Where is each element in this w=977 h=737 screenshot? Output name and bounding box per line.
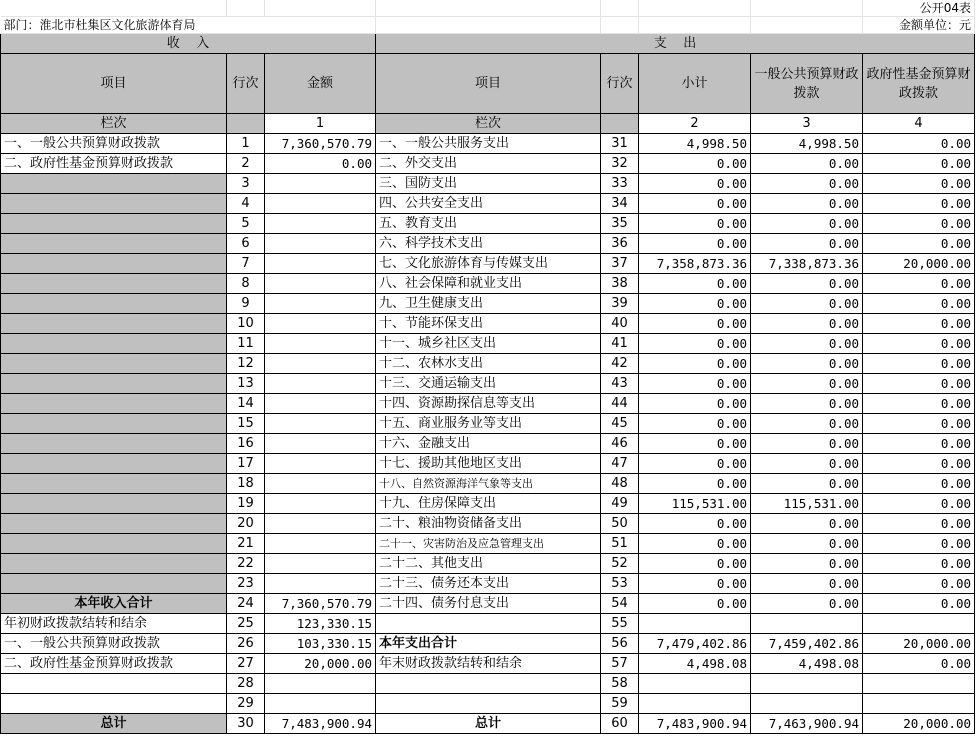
expense-item: 总计 [376,714,601,734]
expense-fund-budget: 0.00 [863,534,975,554]
expense-fund-budget [863,614,975,634]
expense-item: 六、科学技术支出 [376,234,601,254]
expense-fund-budget: 0.00 [863,554,975,574]
expense-fund-budget: 0.00 [863,194,975,214]
expense-item: 九、卫生健康支出 [376,294,601,314]
income-line-no: 23 [227,574,265,594]
income-item [1,374,227,394]
expense-item: 十二、农林水支出 [376,354,601,374]
expense-fund-budget: 0.00 [863,474,975,494]
expense-general-budget: 0.00 [751,574,863,594]
expense-line-no: 46 [601,434,639,454]
table-row [1,554,975,574]
income-amount [265,194,376,214]
title-row [1,0,975,17]
income-line-no: 22 [227,554,265,574]
col-item: 项目 [1,54,227,114]
expense-subtotal: 0.00 [639,574,751,594]
income-amount [265,494,376,514]
expense-general-budget: 115,531.00 [751,494,863,514]
income-item [1,494,227,514]
expense-general-budget: 4,498.08 [751,654,863,674]
expense-item: 十四、资源勘探信息等支出 [376,394,601,414]
expense-subtotal: 0.00 [639,314,751,334]
expense-general-budget: 0.00 [751,234,863,254]
expense-fund-budget: 0.00 [863,174,975,194]
expense-line-no: 56 [601,634,639,654]
expense-general-budget: 0.00 [751,594,863,614]
table-row [1,654,975,674]
expense-item: 八、社会保障和就业支出 [376,274,601,294]
expense-line-no: 54 [601,594,639,614]
expense-subtotal: 0.00 [639,514,751,534]
expense-fund-budget: 0.00 [863,654,975,674]
income-line-no: 14 [227,394,265,414]
expense-line-no: 48 [601,474,639,494]
column-index-row [1,114,975,134]
expense-general-budget: 0.00 [751,194,863,214]
col-amount: 金额 [265,54,376,114]
income-item [1,514,227,534]
income-item [1,354,227,374]
income-amount [265,234,376,254]
income-item [1,474,227,494]
table-row [1,494,975,514]
income-amount [265,314,376,334]
income-line-no: 4 [227,194,265,214]
expense-general-budget [751,694,863,714]
expense-line-no: 58 [601,674,639,694]
section-header-row [1,34,975,54]
table-row [1,374,975,394]
income-amount [265,534,376,554]
income-item [1,554,227,574]
income-item [1,314,227,334]
table-row [1,234,975,254]
dept-row [1,17,975,34]
expense-item: 二十一、灾害防治及应急管理支出 [376,534,601,554]
income-item [1,394,227,414]
expense-fund-budget: 0.00 [863,454,975,474]
table-row [1,274,975,294]
col-item2: 项目 [376,54,601,114]
income-item [1,534,227,554]
expense-subtotal: 115,531.00 [639,494,751,514]
expense-line-no: 43 [601,374,639,394]
income-amount [265,514,376,534]
expense-fund-budget: 0.00 [863,434,975,454]
expense-line-no: 32 [601,154,639,174]
col-line-no2: 行次 [601,54,639,114]
income-item [1,434,227,454]
col-fund-budget: 政府性基金预算财政拨款 [863,54,975,114]
table-row [1,574,975,594]
expense-item [376,694,601,714]
expense-line-no: 57 [601,654,639,674]
table-row [1,594,975,614]
income-line-no: 21 [227,534,265,554]
income-amount: 0.00 [265,154,376,174]
table-row [1,614,975,634]
income-item: 总计 [1,714,227,734]
table-row [1,174,975,194]
expense-subtotal [639,674,751,694]
expense-general-budget: 0.00 [751,514,863,534]
expense-line-no: 52 [601,554,639,574]
income-amount [265,294,376,314]
expense-general-budget: 0.00 [751,314,863,334]
expense-fund-budget: 0.00 [863,494,975,514]
income-amount [265,554,376,574]
expense-subtotal: 0.00 [639,194,751,214]
expense-fund-budget: 0.00 [863,314,975,334]
income-line-no: 6 [227,234,265,254]
expense-fund-budget [863,694,975,714]
income-line-no: 30 [227,714,265,734]
expense-subtotal: 0.00 [639,334,751,354]
expense-line-no: 36 [601,234,639,254]
expense-line-no: 44 [601,394,639,414]
income-line-no: 15 [227,414,265,434]
income-item [1,694,227,714]
expense-line-no: 49 [601,494,639,514]
expense-line-no: 38 [601,274,639,294]
expense-item: 十、节能环保支出 [376,314,601,334]
col-index-3: 3 [751,114,863,134]
income-line-no: 25 [227,614,265,634]
income-amount [265,474,376,494]
income-amount [265,334,376,354]
income-line-no: 7 [227,254,265,274]
income-item: 本年收入合计 [1,594,227,614]
expense-general-budget: 7,463,900.94 [751,714,863,734]
income-line-no: 19 [227,494,265,514]
department-label: 部门：淮北市杜集区文化旅游体育局 [1,17,376,34]
table-row [1,294,975,314]
expense-subtotal: 7,479,402.86 [639,634,751,654]
col-index-label: 栏次 [1,114,227,134]
table-row [1,454,975,474]
expense-line-no: 51 [601,534,639,554]
income-item [1,234,227,254]
table-row [1,394,975,414]
expense-general-budget: 0.00 [751,554,863,574]
expense-general-budget: 7,459,402.86 [751,634,863,654]
expense-subtotal: 0.00 [639,294,751,314]
expense-fund-budget: 0.00 [863,154,975,174]
expense-line-no: 39 [601,294,639,314]
income-item: 一、一般公共预算财政拨款 [1,634,227,654]
expense-general-budget: 0.00 [751,374,863,394]
income-line-no: 12 [227,354,265,374]
table-row [1,514,975,534]
income-line-no: 26 [227,634,265,654]
expense-general-budget: 0.00 [751,474,863,494]
table-row [1,214,975,234]
expense-subtotal: 0.00 [639,594,751,614]
col-index-4: 4 [863,114,975,134]
expense-line-no: 53 [601,574,639,594]
column-header-row [1,54,975,114]
form-number: 公开04表 [863,0,975,17]
expense-subtotal: 0.00 [639,454,751,474]
expense-item: 四、公共安全支出 [376,194,601,214]
income-amount [265,674,376,694]
income-amount: 123,330.15 [265,614,376,634]
expense-fund-budget: 0.00 [863,294,975,314]
income-line-no: 3 [227,174,265,194]
income-line-no: 18 [227,474,265,494]
expense-item: 五、教育支出 [376,214,601,234]
table-row [1,474,975,494]
expense-item [376,614,601,634]
income-item [1,214,227,234]
income-amount [265,174,376,194]
expense-subtotal: 4,498.08 [639,654,751,674]
expense-fund-budget [863,674,975,694]
expense-subtotal [639,694,751,714]
income-amount [265,394,376,414]
income-amount [265,414,376,434]
expense-general-budget: 0.00 [751,274,863,294]
income-amount [265,254,376,274]
unit-label: 金额单位：元 [863,17,975,34]
expense-general-budget: 0.00 [751,334,863,354]
col-index-1: 1 [265,114,376,134]
expense-line-no: 34 [601,194,639,214]
expense-fund-budget: 0.00 [863,234,975,254]
expense-general-budget: 7,338,873.36 [751,254,863,274]
income-line-no: 13 [227,374,265,394]
income-line-no: 5 [227,214,265,234]
income-amount [265,574,376,594]
expense-subtotal: 0.00 [639,274,751,294]
table-row [1,154,975,174]
expense-item: 七、文化旅游体育与传媒支出 [376,254,601,274]
expense-fund-budget: 0.00 [863,374,975,394]
expense-general-budget: 0.00 [751,414,863,434]
expense-fund-budget: 20,000.00 [863,714,975,734]
income-line-no: 24 [227,594,265,614]
expense-line-no: 42 [601,354,639,374]
expense-subtotal: 4,998.50 [639,134,751,154]
income-amount [265,694,376,714]
income-line-no: 17 [227,454,265,474]
income-amount: 7,360,570.79 [265,594,376,614]
table-row [1,334,975,354]
expense-subtotal: 0.00 [639,214,751,234]
expense-item: 十八、自然资源海洋气象等支出 [376,474,601,494]
expense-line-no: 33 [601,174,639,194]
col-index-2: 2 [639,114,751,134]
income-line-no: 20 [227,514,265,534]
expense-item: 十一、城乡社区支出 [376,334,601,354]
expense-line-no: 37 [601,254,639,274]
expense-subtotal: 0.00 [639,554,751,574]
income-item: 一、一般公共预算财政拨款 [1,134,227,154]
income-item [1,574,227,594]
expense-fund-budget: 0.00 [863,394,975,414]
expense-fund-budget: 0.00 [863,334,975,354]
expense-subtotal: 0.00 [639,474,751,494]
expense-line-no: 47 [601,454,639,474]
table-row [1,694,975,714]
expense-fund-budget: 0.00 [863,214,975,234]
expense-general-budget: 0.00 [751,394,863,414]
expense-line-no: 50 [601,514,639,534]
expense-line-no: 35 [601,214,639,234]
income-item [1,294,227,314]
expense-fund-budget: 0.00 [863,134,975,154]
expense-general-budget: 0.00 [751,434,863,454]
expense-general-budget: 0.00 [751,214,863,234]
income-item [1,274,227,294]
income-amount [265,354,376,374]
expense-subtotal: 0.00 [639,414,751,434]
expense-line-no: 40 [601,314,639,334]
expense-item: 二十、粮油物资储备支出 [376,514,601,534]
table-row [1,434,975,454]
income-amount: 103,330.15 [265,634,376,654]
income-line-no: 1 [227,134,265,154]
expense-fund-budget: 0.00 [863,414,975,434]
expense-subtotal: 0.00 [639,374,751,394]
expense-general-budget: 0.00 [751,174,863,194]
expense-subtotal [639,614,751,634]
expense-line-no: 60 [601,714,639,734]
income-line-no: 11 [227,334,265,354]
table-row [1,674,975,694]
expense-fund-budget: 0.00 [863,514,975,534]
expense-subtotal: 0.00 [639,234,751,254]
expense-line-no: 45 [601,414,639,434]
expense-item: 十三、交通运输支出 [376,374,601,394]
income-item [1,194,227,214]
income-line-no: 9 [227,294,265,314]
income-line-no: 2 [227,154,265,174]
table-row [1,354,975,374]
expense-subtotal: 7,358,873.36 [639,254,751,274]
expense-item: 十五、商业服务业等支出 [376,414,601,434]
expense-general-budget: 0.00 [751,534,863,554]
income-amount [265,214,376,234]
col-index-label2: 栏次 [376,114,601,134]
income-amount: 20,000.00 [265,654,376,674]
income-amount [265,454,376,474]
expense-item: 十七、援助其他地区支出 [376,454,601,474]
table-row [1,634,975,654]
expense-general-budget [751,614,863,634]
income-amount: 7,360,570.79 [265,134,376,154]
expense-subtotal: 0.00 [639,534,751,554]
expense-general-budget: 0.00 [751,354,863,374]
income-line-no: 28 [227,674,265,694]
expense-subtotal: 0.00 [639,174,751,194]
income-line-no: 8 [227,274,265,294]
income-item [1,454,227,474]
income-item [1,674,227,694]
expense-header: 支 出 [376,34,975,54]
income-item [1,254,227,274]
income-amount: 7,483,900.94 [265,714,376,734]
expense-item: 二、外交支出 [376,154,601,174]
expense-general-budget [751,674,863,694]
expense-fund-budget: 0.00 [863,574,975,594]
expense-general-budget: 0.00 [751,294,863,314]
expense-item: 十九、住房保障支出 [376,494,601,514]
table-row [1,134,975,154]
expense-item: 三、国防支出 [376,174,601,194]
table-row [1,414,975,434]
expense-fund-budget: 0.00 [863,354,975,374]
table-row [1,194,975,214]
table-row [1,314,975,334]
expense-line-no: 59 [601,694,639,714]
income-item [1,174,227,194]
income-amount [265,434,376,454]
expense-item: 本年支出合计 [376,634,601,654]
income-amount [265,274,376,294]
expense-general-budget: 4,998.50 [751,134,863,154]
expense-line-no: 31 [601,134,639,154]
income-line-no: 27 [227,654,265,674]
income-item [1,334,227,354]
expense-line-no: 41 [601,334,639,354]
expense-general-budget: 0.00 [751,154,863,174]
expense-item: 二十二、其他支出 [376,554,601,574]
expense-line-no: 55 [601,614,639,634]
expense-subtotal: 0.00 [639,154,751,174]
table-row [1,254,975,274]
expense-general-budget: 0.00 [751,454,863,474]
expense-subtotal: 7,483,900.94 [639,714,751,734]
expense-item: 一、一般公共服务支出 [376,134,601,154]
col-line-no: 行次 [227,54,265,114]
income-item [1,414,227,434]
col-subtotal: 小计 [639,54,751,114]
income-header: 收 入 [1,34,376,54]
expense-item: 十六、金融支出 [376,434,601,454]
income-line-no: 10 [227,314,265,334]
expense-fund-budget: 20,000.00 [863,634,975,654]
col-general-budget: 一般公共预算财政拨款 [751,54,863,114]
expense-subtotal: 0.00 [639,394,751,414]
expense-item: 二十四、债务付息支出 [376,594,601,614]
expense-item [376,674,601,694]
expense-subtotal: 0.00 [639,434,751,454]
income-item: 年初财政拨款结转和结余 [1,614,227,634]
income-line-no: 16 [227,434,265,454]
expense-item: 年末财政拨款结转和结余 [376,654,601,674]
expense-fund-budget: 0.00 [863,594,975,614]
expense-fund-budget: 20,000.00 [863,254,975,274]
income-item: 二、政府性基金预算财政拨款 [1,654,227,674]
expense-subtotal: 0.00 [639,354,751,374]
table-row [1,714,975,734]
income-line-no: 29 [227,694,265,714]
income-amount [265,374,376,394]
expense-fund-budget: 0.00 [863,274,975,294]
table-row [1,534,975,554]
income-item: 二、政府性基金预算财政拨款 [1,154,227,174]
expense-item: 二十三、债务还本支出 [376,574,601,594]
